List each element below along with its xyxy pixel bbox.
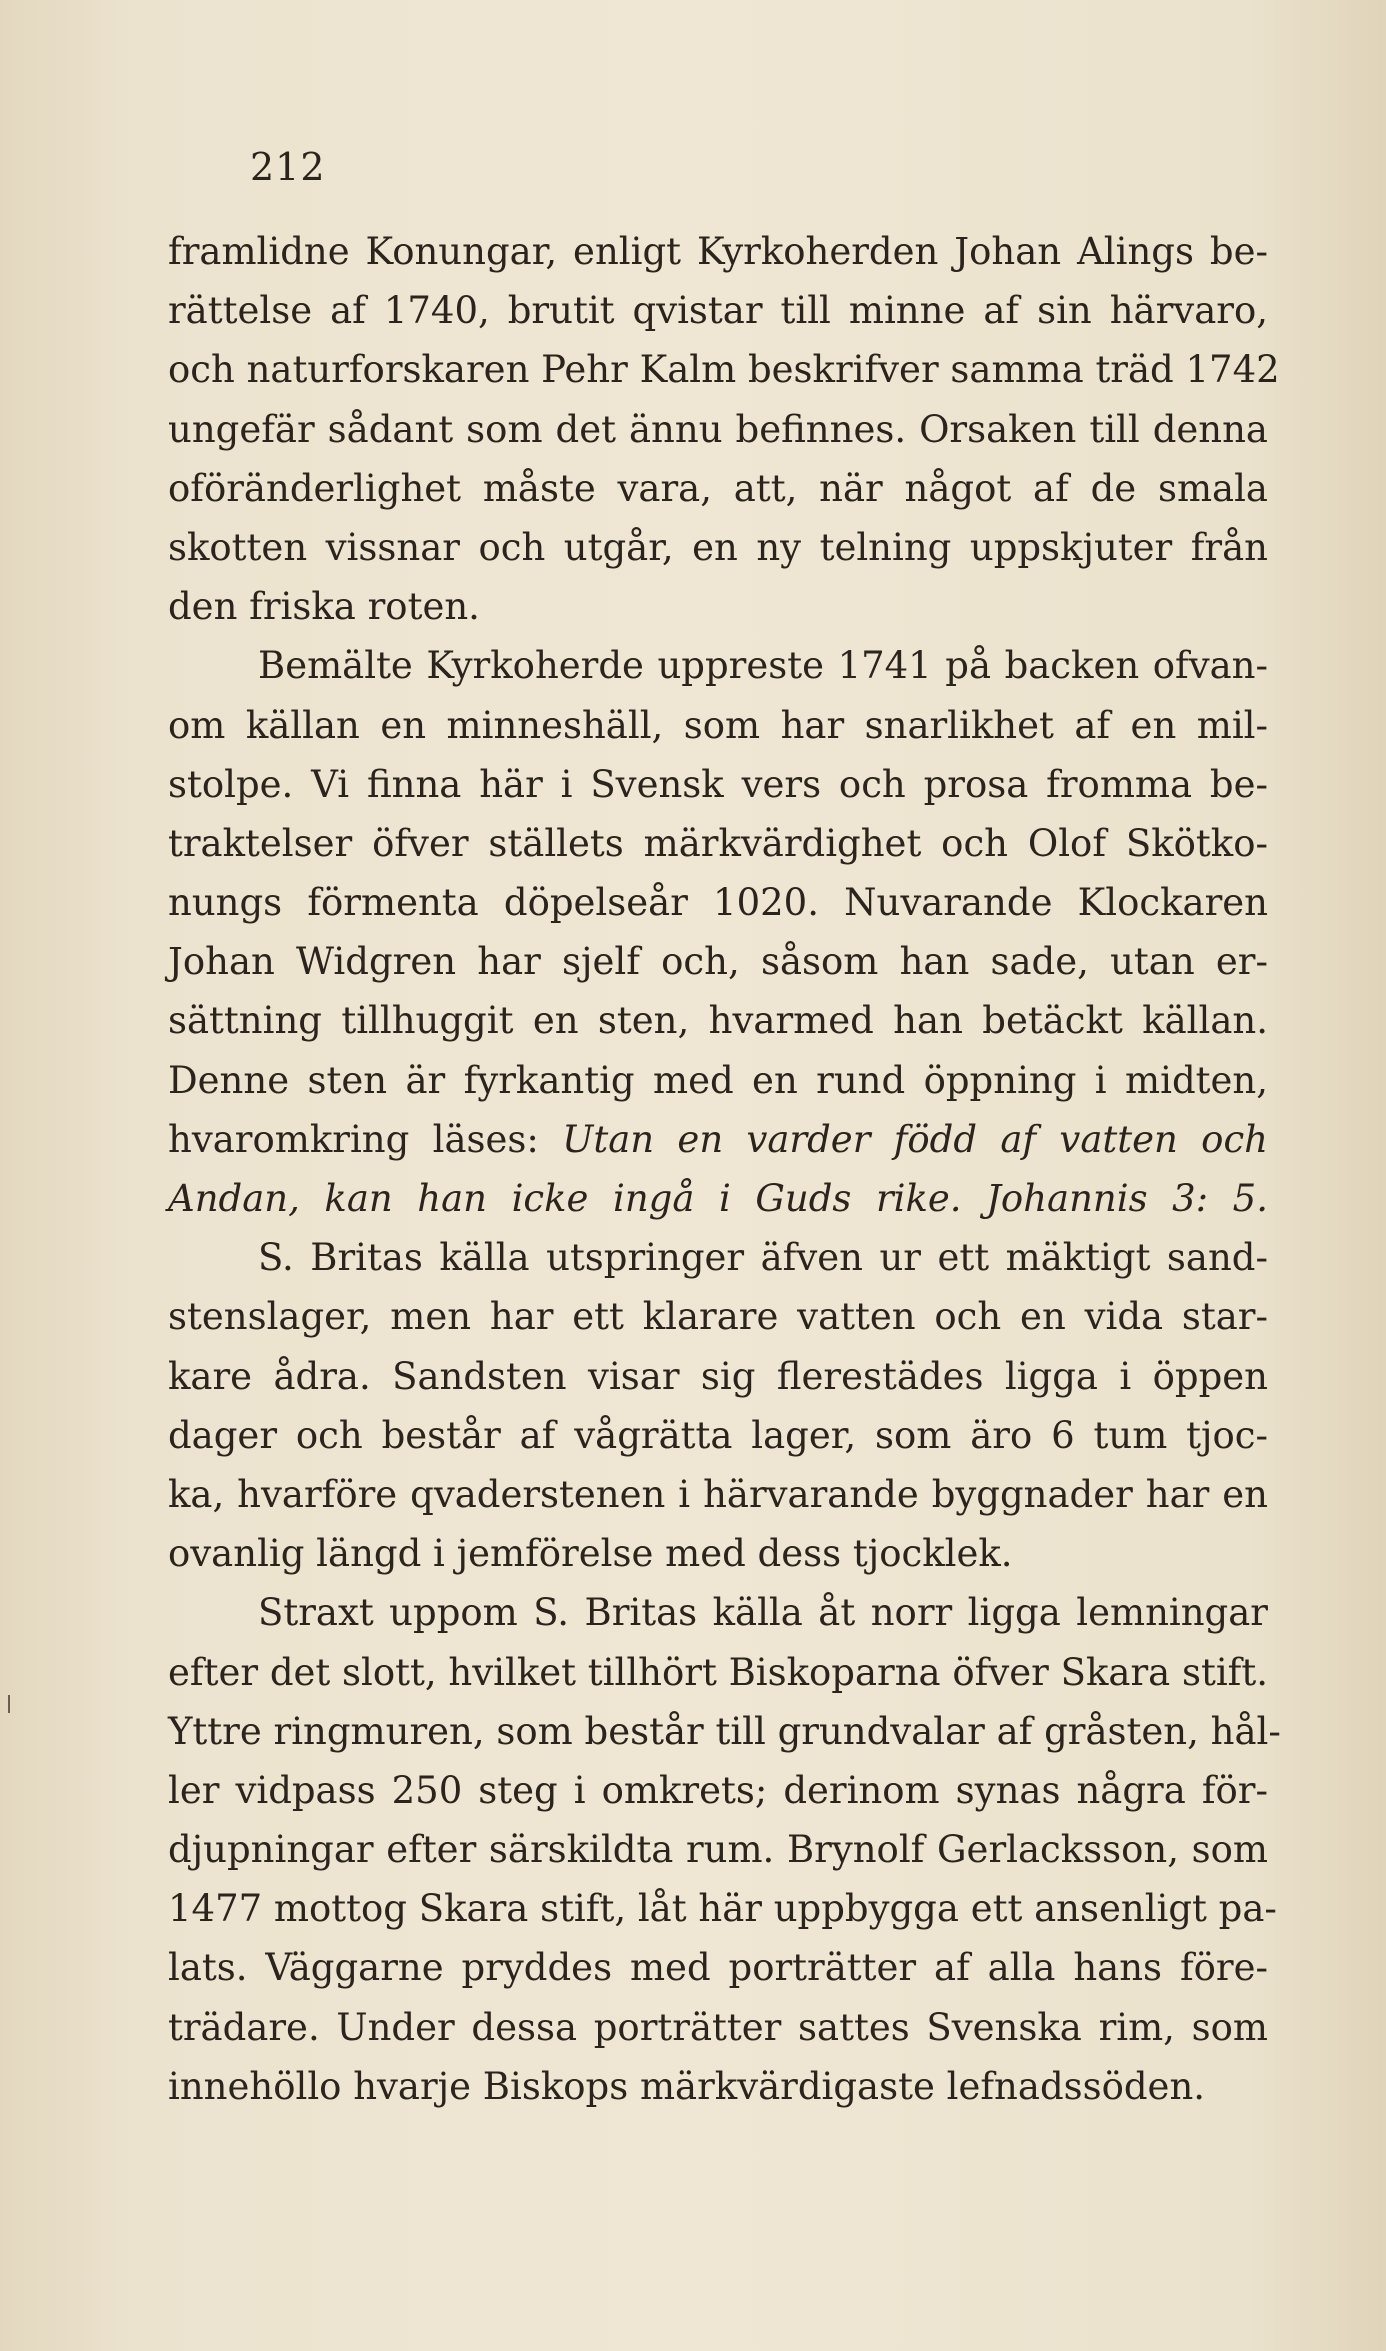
text-line: ka, hvarföre qvaderstenen i härvarande byggnader har en [168,1472,1268,1516]
text-line: Yttre ringmuren, som består till grundvalar af gråsten, hål- [168,1709,1281,1753]
body-text [168,222,1281,2116]
text-line: trädare. Under dessa porträtter sattes Svenska rim, som [168,2005,1268,2049]
text-line: kare ådra. Sandsten visar sig flerestädes ligga i öppen [168,1354,1268,1398]
text-line: skotten vissnar och utgår, en ny telning uppskjuter från [168,525,1268,569]
text-line: nungs förmenta döpelseår 1020. Nuvarande Klockaren [168,881,1268,925]
text-line: Denne sten är fyrkantig med en rund öppning i midten, [168,1058,1268,1102]
text-line: stenslager, men har ett klarare vatten och en vida star- [168,1295,1268,1339]
scripture-quote: Utan en varder född af vatten och [562,1117,1268,1161]
text-line: oföränderlighet måste vara, att, när något af de smala [168,466,1268,510]
text-line: djupningar efter särskildta rum. Brynolf Gerlacksson, som [168,1828,1268,1872]
text-line: hvaromkring läses: Utan en varder född af vatten och [168,1117,1268,1161]
text-line: efter det slott, hvilket tillhört Biskoparna öfver Skara stift. [168,1650,1268,1694]
text-line: ovanlig längd i jemförelse med dess tjocklek. [168,1532,1013,1576]
scripture-quote: Andan, kan han icke ingå i Guds rike. Johannis 3: 5. [168,1177,1268,1220]
text-line: och naturforskaren Pehr Kalm beskrifver samma träd 1742 [168,348,1280,392]
text-line: stolpe. Vi finna här i Svensk vers och prosa fromma be- [168,762,1268,806]
paragraph-start-line: Bemälte Kyrkoherde uppreste 1741 på backen ofvan- [258,644,1268,688]
paragraph-start-line: S. Britas källa utspringer äfven ur ett mäktigt sand- [258,1236,1268,1280]
text-line: innehöllo hvarje Biskops märkvärdigaste lefnadssöden. [168,2064,1206,2108]
text-line: rättelse af 1740, brutit qvistar till minne af sin härvaro, [168,289,1268,333]
text-line: ler vidpass 250 steg i omkrets; derinom synas några för- [168,1768,1268,1812]
text-line: sättning tillhuggit en sten, hvarmed han betäckt källan. [168,999,1268,1043]
margin-mark [8,1695,10,1713]
text-line: ungefär sådant som det ännu befinnes. Orsaken till denna [168,407,1268,451]
text-line: den friska roten. [168,585,480,629]
text-line: dager och består af vågrätta lager, som äro 6 tum tjoc- [168,1413,1268,1457]
text-line: om källan en minneshäll, som har snarlikhet af en mil- [168,703,1268,747]
text-line: Johan Widgren har sjelf och, såsom han sade, utan er- [168,940,1268,984]
page-number: 212 [250,145,326,189]
text-line: 1477 mottog Skara stift, låt här uppbygga ett ansenligt pa- [168,1887,1277,1931]
text-line: traktelser öfver ställets märkvärdighet och Olof Skötko- [168,821,1268,865]
paragraph-start-line: Straxt uppom S. Britas källa åt norr ligga lemningar [258,1591,1268,1635]
text-line: framlidne Konungar, enligt Kyrkoherden Johan Alings be- [168,230,1268,273]
text-line [168,1169,1268,1228]
text-line: lats. Väggarne pryddes med porträtter af alla hans före- [168,1946,1268,1990]
